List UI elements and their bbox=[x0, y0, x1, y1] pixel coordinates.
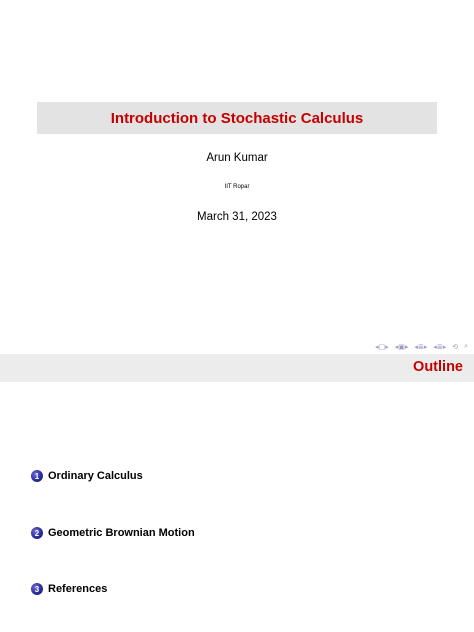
frame-icon: □ bbox=[378, 342, 386, 351]
outline-item-references[interactable] bbox=[31, 583, 107, 595]
section-icon: ≣ bbox=[417, 342, 424, 351]
title-banner bbox=[37, 102, 437, 134]
outline-item-label: Ordinary Calculus bbox=[48, 470, 143, 482]
frame-next-icon[interactable]: ▸ bbox=[385, 342, 389, 351]
presentation-title: Introduction to Stochastic Calculus bbox=[110, 109, 364, 127]
beamer-navigation-bar bbox=[375, 342, 468, 351]
doc-next-icon[interactable]: ▸ bbox=[442, 342, 447, 351]
subsection-icon: ▣ bbox=[398, 342, 405, 351]
back-forward-icon[interactable]: ⟲ bbox=[452, 342, 459, 351]
item-number-ball-icon: 2 bbox=[31, 527, 43, 539]
outline-item-geometric-brownian-motion[interactable] bbox=[31, 527, 195, 539]
subsection-next-icon[interactable]: ▸ bbox=[404, 342, 409, 351]
author-name: Arun Kumar bbox=[206, 152, 268, 164]
item-number-ball-icon: 1 bbox=[31, 470, 43, 482]
frame-prev-icon[interactable]: ◂ bbox=[375, 342, 379, 351]
item-number-ball-icon: 3 bbox=[31, 583, 43, 595]
institute-name: IIT Ropar bbox=[224, 184, 250, 190]
doc-prev-icon[interactable]: ◂ bbox=[433, 342, 437, 351]
frame-nav-group[interactable] bbox=[375, 343, 389, 351]
section-nav-group[interactable] bbox=[414, 343, 427, 351]
outline-item-ordinary-calculus[interactable] bbox=[31, 470, 143, 482]
subsection-nav-group[interactable] bbox=[395, 343, 409, 351]
doc-icon: ≣ bbox=[436, 342, 443, 351]
frame-title: Outline bbox=[413, 359, 463, 375]
outline-item-label: References bbox=[48, 583, 108, 595]
document-nav-group[interactable] bbox=[433, 343, 446, 351]
outline-item-label: Geometric Brownian Motion bbox=[48, 527, 195, 539]
frame-title-bar bbox=[0, 354, 474, 382]
presentation-date: March 31, 2023 bbox=[197, 211, 277, 223]
section-prev-icon[interactable]: ◂ bbox=[414, 342, 418, 351]
section-next-icon[interactable]: ▸ bbox=[423, 342, 428, 351]
subsection-prev-icon[interactable]: ◂ bbox=[394, 342, 399, 351]
search-icon[interactable]: ⌕ bbox=[464, 342, 468, 350]
